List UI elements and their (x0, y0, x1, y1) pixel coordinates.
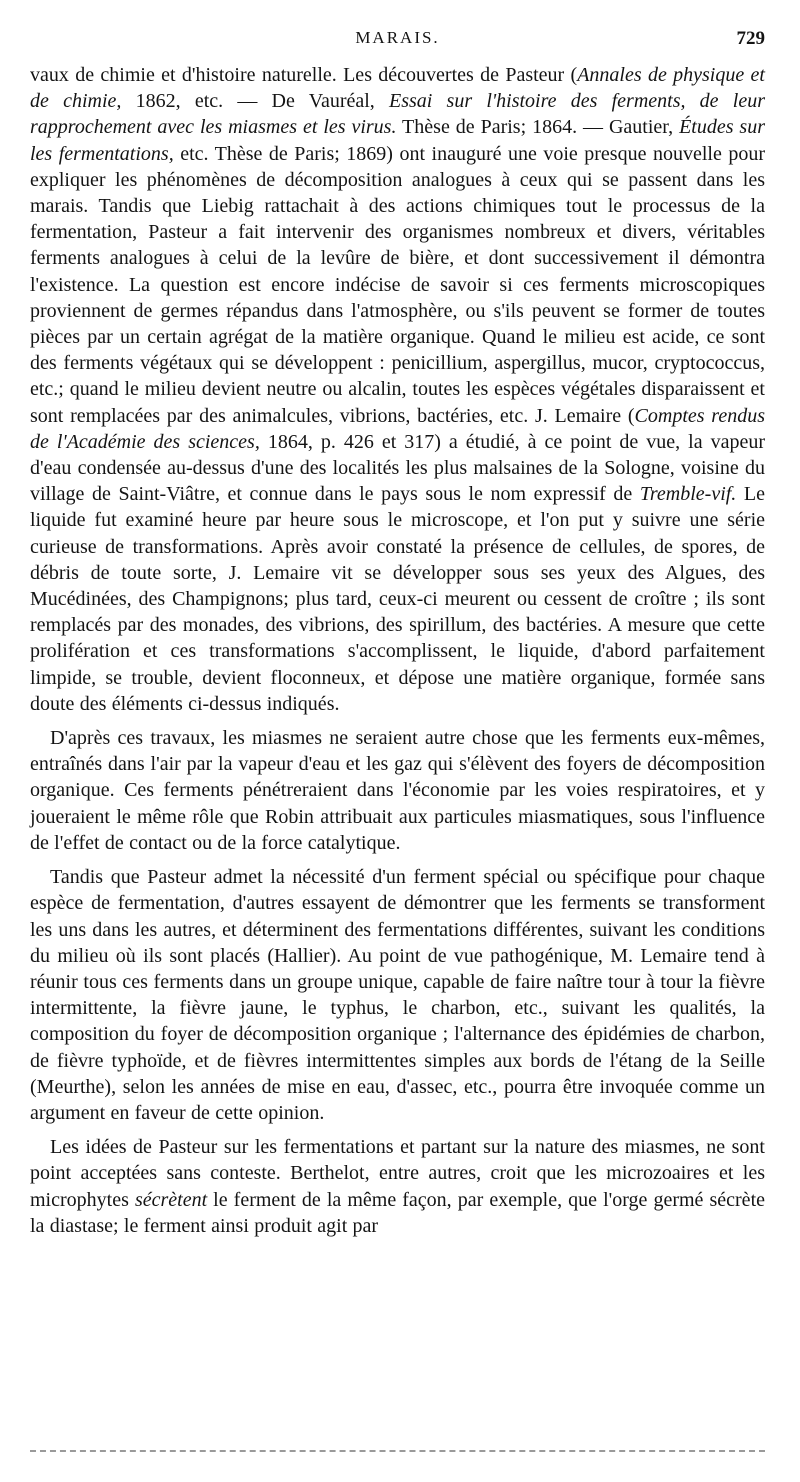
italic-text-run: Tremble-vif. (639, 483, 737, 506)
text-run: le ferment de la même façon, par exemple, que l'orge germé sécrète la diastase; le ferment ainsi produit agit par (30, 1188, 765, 1237)
text-run: Tandis que Pasteur admet la nécessité d'un ferment spécial ou spécifique pour chaque espèce de fermentation, d'autres essayent de démontrer que les ferments se transforment les uns dans les autres, et déterminent des fermentations différentes, suivant les conditions du milieu où ils sont placés (Hallier). Au point de vue pathogénique, M. Lemaire tend à réunir tous ces ferments dans un groupe unique, capable de faire naître tour à tour la fièvre intermittente, la fièvre jaune, le typhus, le charbon, etc., suivant les qualités, la composition du foyer de décomposition organique ; l'alternance des épidémies de charbon, de fièvre typhoïde, et de fièvres intermittentes simples aux bords de l'étang de la Seille (Meurthe), selon les années de mise en eau, d'assec, etc., pourra être invoquée comme un argument en faveur de cette opinion. (30, 866, 765, 1124)
text-run: Le liquide fut examiné heure par heure sous le microscope, et l'on put y suivre une série curieuse de transformations. Après avoir constaté la présence de cellules, de spores, de débris de toute sorte, J. Lemaire vit se développer sous ses yeux des Algues, des Mucédinées, des Champignons; plus tard, ceux-ci meurent ou cessent de croître ; ils sont remplacés par des monades, des vibrions, des spirillum, des bactéries. A mesure que cette prolifération et ces transformations s'accomplissent, le liquide, d'abord parfaitement limpide, se trouble, devient floconneux, et dépose une matière organique, formée sans doute des éléments ci-dessus indiqués. (30, 483, 765, 715)
text-run: 1864, p. 426 et 317) a étudié, à ce point de vue, la vapeur d'eau condensée au-dessus d'une des localités les plus malsaines de la Sologne, voisine du village de Saint-Viâtre, et connue dans le pays sous le nom expressif de (30, 430, 765, 506)
text-run: 1862, etc. — De Vauréal, (121, 90, 389, 113)
footer-rule (30, 1450, 765, 1452)
text-run: Thèse de Paris; 1864. — Gautier, (396, 116, 680, 139)
page-number: 729 (736, 28, 765, 49)
italic-text-run: sécrètent (134, 1188, 208, 1211)
paragraph-2 (30, 725, 765, 856)
italic-text-run: Études sur les fermentations, (30, 116, 766, 165)
text-run: D'après ces travaux, les miasmes ne seraient autre chose que les ferments eux-mêmes, entraînés dans l'air par la vapeur d'eau et les gaz qui s'élèvent des foyers de décomposition organique. Ces ferments pénétreraient dans l'économie par les voies respiratoires, et y joueraient le même rôle que Robin attribuait aux particules miasmatiques, sous l'influence de l'effet de contact ou de la force catalytique. (30, 727, 765, 854)
paragraph-1 (30, 62, 765, 717)
italic-text-run: Annales de physique et de chimie, (30, 64, 765, 113)
running-head (30, 28, 765, 52)
paragraph-3 (30, 864, 765, 1126)
text-run: etc. Thèse de Paris; 1869) ont inauguré une voie presque nouvelle pour expliquer les phénomènes de décomposition analogues à ceux qui se passent dans les marais. Tandis que Liebig rattachait à des actions chimiques tout le processus de la fermentation, Pasteur a fait intervenir des organismes nombreux et divers, véritables ferments analogues à celui de la levûre de bière, et dont successivement il démontra l'existence. La question est encore indécise de savoir si ces ferments microscopiques proviennent de germes répandus dans l'atmosphère, ou s'ils peuvent se former de toutes pièces par un certain agrégat de la matière organique. Quand le milieu est acide, ce sont des ferments végétaux qui se développent : penicillium, aspergillus, mucor, cryptococcus, etc.; quand le milieu devient neutre ou alcalin, toutes les espèces végétales disparaissent et sont remplacées par des animalcules, vibrions, bactéries, etc. J. Lemaire ( (30, 142, 765, 427)
body-text (30, 62, 765, 1247)
text-run: vaux de chimie et d'histoire naturelle. Les découvertes de Pasteur ( (30, 64, 578, 86)
italic-text-run: Comptes rendus de l'Académie des sciences, (30, 404, 765, 453)
running-title: MARAIS. (355, 28, 440, 47)
text-run: Les idées de Pasteur sur les fermentations et partant sur la nature des miasmes, ne sont point acceptées sans conteste. Berthelot, entre autres, croit que les microzoaires et les microphytes (30, 1136, 765, 1211)
paragraph-4 (30, 1134, 765, 1239)
book-page (30, 0, 765, 1482)
italic-text-run: Essai sur l'histoire des ferments, de leur rapprochement avec les miasmes et les virus. (30, 90, 765, 139)
